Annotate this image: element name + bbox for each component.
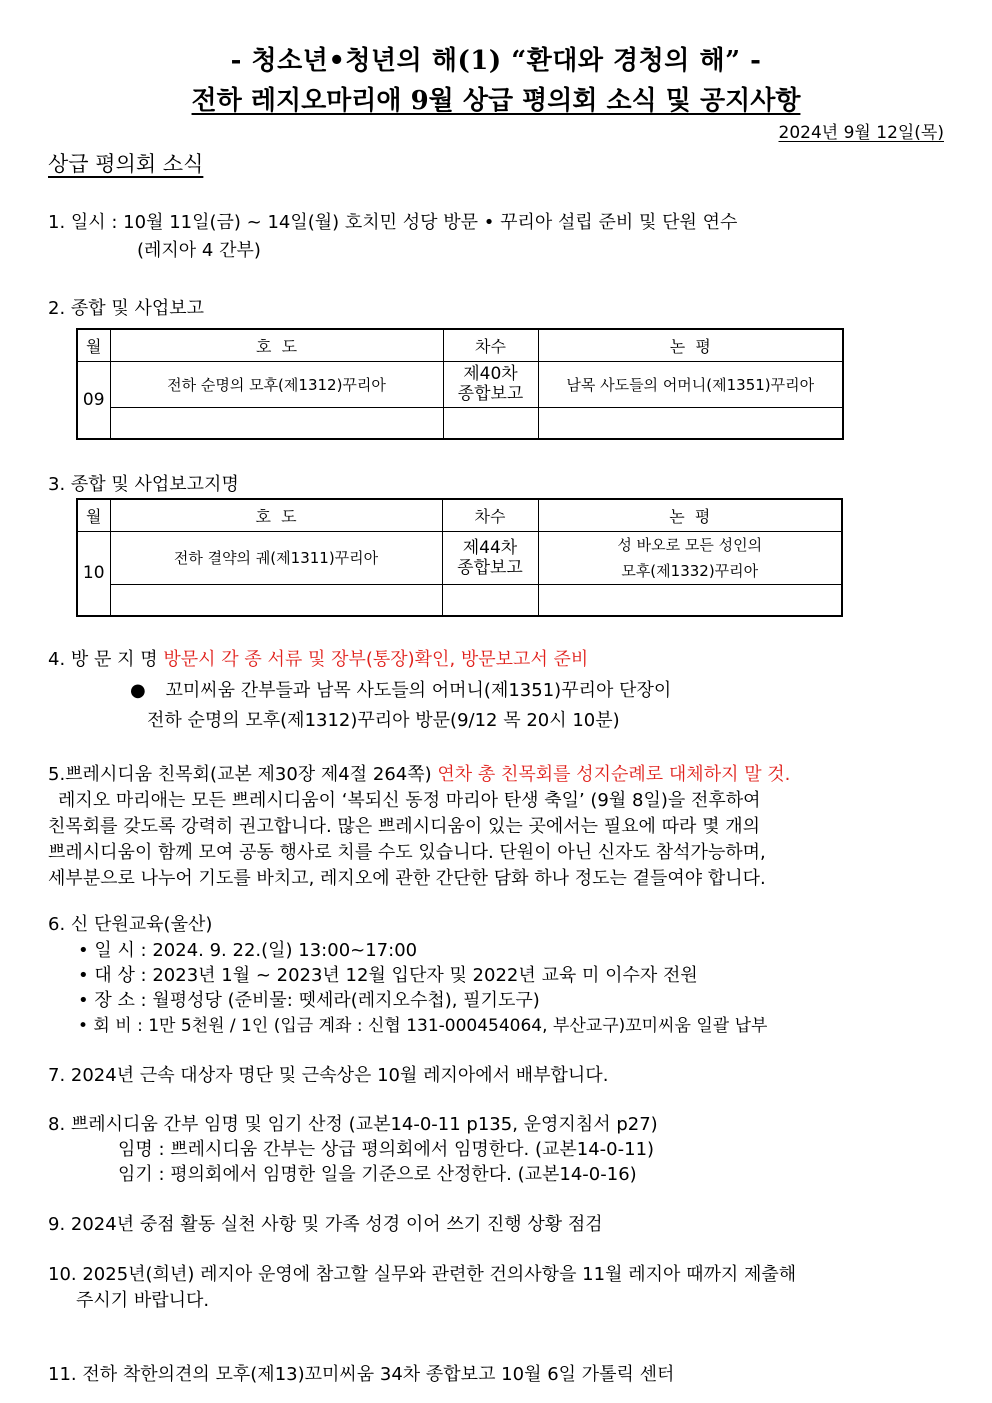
item1-line1: 1. 일시 : 10월 11일(금) ~ 14일(월) 호치민 성당 방문 • 꾸리아 설립 준비 및 단원 연수 [48,212,738,233]
header-month: 월 [77,499,110,531]
title-line-2: 전하 레지오마리애 9월 상급 평의회 소식 및 공지사항 [191,86,801,116]
item5-line2: 친목회를 갖도록 강력히 권고합니다. 많은 쁘레시디움이 있는 곳에서는 필요에 따라 몇 개의 [48,816,761,837]
item4-heading [48,645,588,671]
item5-line1: 레지오 마리애는 모든 쁘레시디움이 ‘복되신 동정 마리아 탄생 축일’ (9월 8일)을 전후하여 [58,790,761,811]
report-table-october [76,498,843,617]
item10-line1: 10. 2025년(희년) 레지아 운영에 참고할 실무와 관련한 건의사항을 11월 레지아 때까지 제출해 [48,1264,797,1285]
item5-line3: 쁘레시디움이 함께 모여 공동 행사로 치를 수도 있습니다. 단원이 아닌 신자도 참석가능하며, [48,842,766,863]
document-date: 2024년 9월 12일(목) [778,123,944,143]
header-place: 호 도 [110,499,442,531]
header-month: 월 [77,329,110,361]
item8-heading: 8. 쁘레시디움 간부 임명 및 임기 산정 (교본14-0-11 p135, 운영지침서 p27) [48,1114,658,1135]
item4-line2: 전하 순명의 모후(제1312)꾸리아 방문(9/12 목 20시 10분) [147,710,620,731]
month-cell: 10 [77,531,110,616]
item4-line1 [130,676,671,702]
empty-cell [110,584,442,616]
order-cell [443,361,538,407]
item8-line1: 임명 : 쁘레시디움 간부는 상급 평의회에서 임명한다. (교본14-0-11) [118,1139,655,1160]
item8-line2: 임기 : 평의회에서 임명한 일을 기준으로 산정한다. (교본14-0-16) [118,1164,637,1185]
item6-line: • 회 비 : 1만 5천원 / 1인 (입금 계좌 : 신협 131-000454064, 부산교구)꼬미씨움 일괄 납부 [78,1016,768,1036]
item6-line: • 대 상 : 2023년 1월 ~ 2023년 12월 입단자 및 2022년 교육 미 이수자 전원 [78,965,698,986]
order-type: 종합보고 [457,384,524,404]
item9-line: 9. 2024년 중점 활동 실천 사항 및 가족 성경 이어 쓰기 진행 상황 점검 [48,1214,603,1235]
header-place: 호 도 [110,329,443,361]
item1-line2: (레지아 4 간부) [137,240,261,261]
item10-line2: 주시기 바랍니다. [76,1290,210,1311]
header-comment: 논 평 [538,329,843,361]
section-title: 상급 평의회 소식 [48,152,204,176]
empty-cell [538,584,842,616]
place-cell: 전하 결약의 궤(제1311)꾸리아 [110,531,442,584]
order-cell [442,531,538,584]
month-cell: 09 [77,361,110,439]
header-order: 차수 [442,499,538,531]
comment-cell [538,531,842,584]
item4-heading-text: 4. 방 문 지 명 [48,649,158,670]
item4-heading-red: 방문시 각 종 서류 및 장부(통장)확인, 방문보고서 준비 [163,649,589,670]
item6-heading: 6. 신 단원교육(울산) [48,914,213,935]
title-line-1: - 청소년•청년의 해(1) “환대와 경청의 해” - [230,46,762,76]
item6-line: • 일 시 : 2024. 9. 22.(일) 13:00~17:00 [78,940,418,961]
item5-heading [48,760,790,786]
empty-cell [442,584,538,616]
item2-heading: 2. 종합 및 사업보고 [48,298,205,319]
empty-cell [110,407,443,439]
item6-line: • 장 소 : 월평성당 (준비물: 뗏세라(레지오수첩), 필기도구) [78,990,540,1011]
comment-line2: 모후(제1332)꾸리아 [621,561,759,580]
bullet-icon: ● [130,680,146,701]
order-number: 제44차 [462,537,518,558]
place-cell: 전하 순명의 모후(제1312)꾸리아 [110,361,443,407]
item5-heading-red: 연차 총 친목회를 성지순례로 대체하지 말 것. [437,764,791,785]
item3-heading: 3. 종합 및 사업보고지명 [48,474,239,495]
item5-line4: 세부분으로 나누어 기도를 바치고, 레지오에 관한 간단한 담화 하나 정도는 곁들여야 합니다. [48,868,766,889]
order-type: 종합보고 [457,557,523,578]
item11-line: 11. 전하 착한의견의 모후(제13)꼬미씨움 34차 종합보고 10월 6일 가톨릭 센터 [48,1364,675,1385]
report-table-september [76,328,844,440]
header-order: 차수 [443,329,538,361]
item4-line1-text: 꼬미씨움 간부들과 남목 사도들의 어머니(제1351)꾸리아 단장이 [165,680,672,701]
header-comment: 논 평 [538,499,842,531]
comment-cell: 남목 사도들의 어머니(제1351)꾸리아 [538,361,843,407]
item7-line: 7. 2024년 근속 대상자 명단 및 근속상은 10월 레지아에서 배부합니다. [48,1065,609,1086]
empty-cell [538,407,843,439]
order-number: 제40차 [463,364,518,384]
empty-cell [443,407,538,439]
item5-heading-text: 5.쁘레시디움 친목회(교본 제30장 제4절 264쪽) [48,764,432,785]
comment-line1: 성 바오로 모든 성인의 [617,535,763,554]
